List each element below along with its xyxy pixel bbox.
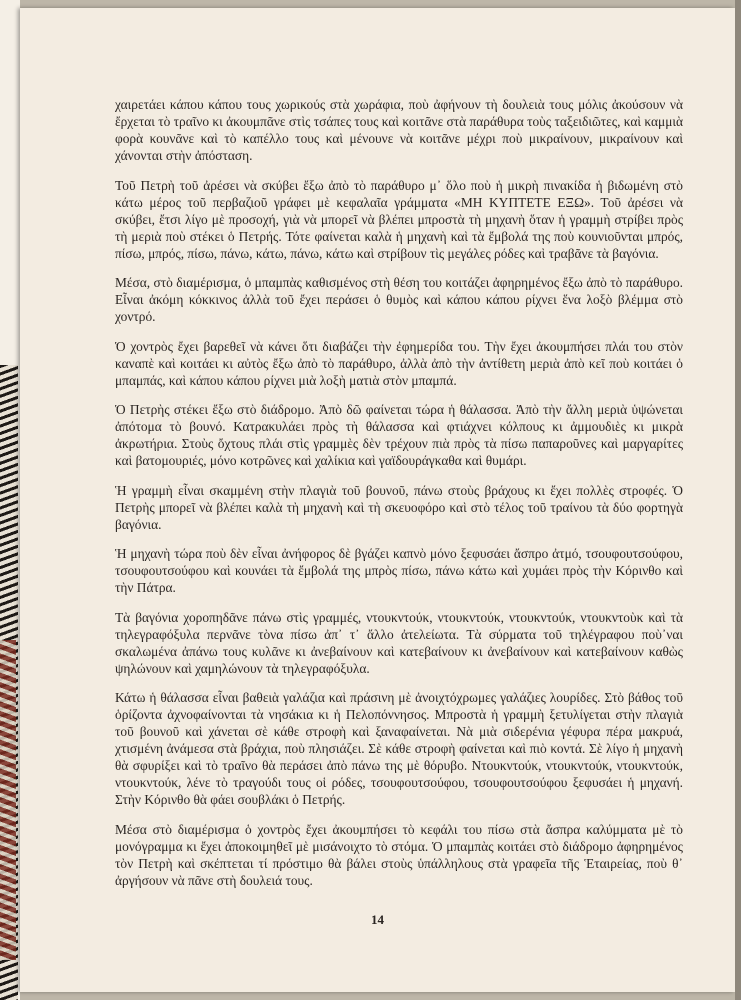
paragraph: Μέσα, στὸ διαμέρισμα, ὁ μπαμπὰς καθισμένος στὴ θέση του κοιτάζει ἀφηρημένος ἔξω ἀπὸ τὸ παράθυρο. Εἶναι ἀκόμη κόκκινος ἀλλὰ τοῦ ἔχει περάσει ὁ θυμὸς καὶ κάπου κάπου ρίχνει ἕνα λοξὸ βλέμμα στὸ χοντρό. (115, 275, 683, 324)
paragraph: Ἡ γραμμὴ εἶναι σκαμμένη στὴν πλαγιὰ τοῦ βουνοῦ, πάνω στοὺς βράχους κι ἔχει πολλὲς στροφές. Ὁ Πετρὴς μπορεῖ νὰ βλέπει καλὰ τὴ μηχανὴ καὶ τὴ σκευοφόρο καὶ στὸ τέλος τοῦ τραίνου τὰ δύο φορτηγὰ βαγόνια. (115, 482, 683, 532)
paragraph: Τοῦ Πετρὴ τοῦ ἀρέσει νὰ σκύβει ἔξω ἀπὸ τὸ παράθυρο μ᾽ ὅλο ποὺ ἡ μικρὴ πινακίδα ἡ βιδωμένη στὸ κάτω μέρος τοῦ περβαζιοῦ γράφει μὲ κεφαλαῖα γράμματα «ΜΗ ΚΥΠΤΕΤΕ ΕΞΩ». Τοῦ ἀρέσει νὰ σκύβει, ἔτσι λίγο μὲ προσοχή, γιὰ νὰ μπορεῖ νὰ βλέπει μπροστὰ τὴ μηχανὴ ὅταν ἡ γραμμὴ στρίβει πρὸς τὴ μεριὰ ποὺ στέκει ὁ Πετρής. Τότε φαίνεται καλὰ ἡ μηχανὴ καὶ τὰ ἔμβολά της ποὺ κουνιοῦνται μπρός, πίσω, μπρός, πίσω, πάνω, κάτω, πάνω, κάτω καὶ στρίβουν τὶς μεγάλες ρόδες καὶ τραβᾶνε τὰ βαγόνια. (115, 177, 683, 261)
paragraph: Ὁ χοντρὸς ἔχει βαρεθεῖ νὰ κάνει ὅτι διαβάζει τὴν ἐφημερίδα του. Τὴν ἔχει ἀκουμπήσει πλάι του στὸν καναπὲ καὶ κοιτάει κι αὐτὸς ἔξω ἀπὸ τὸ παράθυρο, ἀλλὰ ἀπὸ τὴν ἀντίθετη μεριὰ ἀπὸ κεῖ ποὺ κοιτάει ὁ μπαμπάς, καὶ κάπου κάπου ρίχνει μιὰ λοξὴ ματιὰ στὸν μπαμπά. (115, 338, 683, 388)
paragraph: Ὁ Πετρὴς στέκει ἔξω στὸ διάδρομο. Ἀπὸ δῶ φαίνεται τώρα ἡ θάλασσα. Ἀπὸ τὴν ἄλλη μεριὰ ὑψώνεται ἀπότομα τὸ βουνό. Κατρακυλάει πρὸς τὴ θάλασσα καὶ φτιάχνει κόλπους κι ἀμμουδιὲς κι μικρὰ ἀκρωτήρια. Στοὺς ὄχτους πλάι στὶς γραμμὲς δὲν τρέχουν πιὰ πρὸς τὰ πίσω παπαροῦνες καὶ μαργαρίτες καὶ βατομουριές, μόνο κοτρῶνες καὶ χαλίκια καὶ γαϊδουράγκαθα καὶ θυμάρι. (115, 402, 683, 468)
paragraph: Κάτω ἡ θάλασσα εἶναι βαθειὰ γαλάζια καὶ πράσινη μὲ ἀνοιχτόχρωμες γαλάζιες λουρίδες. Στὸ βάθος τοῦ ὁρίζοντα ἀχνοφαίνονται τὰ νησάκια κι ἡ Πελοπόννησος. Μπροστὰ ἡ γραμμὴ ξετυλίγεται στὴν πλαγιὰ τοῦ βουνοῦ καὶ χάνεται σὲ κάθε στροφὴ καὶ ξαναφαίνεται. Νὰ μιὰ σιδερένια γέφυρα πέρα μακρυά, χτισμένη ἀνάμεσα στὰ βράχια, ποὺ πλησιάζει. Σὲ κάθε στροφὴ φαίνεται καὶ πιὸ κοντά. Σὲ λίγο ἡ μηχανὴ θὰ σφυρίξει καὶ τὸ τραῖνο θὰ περάσει ἀπὸ πάνω της μὲ θόρυβο. Ντουκντούκ, ντουκντούκ, ντουκντούκ, ντουκντούκ, λένε τὸ τραγούδι τους οἱ ρόδες, τσουφουτσούφου, τσουφουτσούφου ξεφυσάει ἡ μηχανή. Στὴν Κόρινθο θὰ φάει σουβλάκι ὁ Πετρής. (115, 690, 683, 807)
page-number: 14 (371, 912, 384, 927)
body-text (115, 96, 683, 901)
paragraph: Μέσα στὸ διαμέρισμα ὁ χοντρὸς ἔχει ἀκουμπήσει τὸ κεφάλι του πίσω στὰ ἄσπρα καλύμματα μὲ τὸ μονόγραμμα κι ἔχει ἀποκοιμηθεῖ μὲ μισάνοιχτο τὸ στόμα. Ὁ μπαμπὰς κοιτάει στὸ διάδρομο ἀφηρημένος τὸν Πετρὴ καὶ σκέπτεται τί πρόστιμο θὰ βάλει στοὺς ὑπάλληλους στὰ γραφεῖα τῆς Ἑταιρείας, ποὺ θ᾽ ἀργήσουν νὰ πᾶνε στὴ δουλειά τους. (115, 821, 683, 888)
page-right-edge (735, 0, 741, 1000)
book-page (20, 8, 735, 992)
paragraph: Ἡ μηχανὴ τώρα ποὺ δὲν εἶναι ἀνήφορος δὲ βγάζει καπνὸ μόνο ξεφυσάει ἄσπρο ἀτμό, τσουφουτσούφου, τσουφουτσούφου καὶ κουνάει τὰ ἔμβολά της μπρὸς πίσω, πάνω κάτω καὶ χυμάει πρὸς τὴν Κόρινθο καὶ τὴν Πάτρα. (115, 546, 683, 595)
illustration-edge-color (0, 640, 16, 960)
paragraph: χαιρετάει κάπου κάπου τους χωρικούς στὰ χωράφια, ποὺ ἀφήνουν τὴ δουλειὰ τους μόλις ἀκούσουν νὰ ἔρχεται τὸ τραῖνο κι ἀκουμπᾶνε στὶς τσάπες τους καὶ κοιτᾶνε στὰ παράθυρα τοὺς ταξειδιῶτες, καὶ καμμιὰ φορὰ κουνᾶνε καὶ τὸ καπέλλο τους καὶ μένουνε νὰ κοιτᾶνε μέχρι ποὺ μικραίνουν, μικραίνουν καὶ χάνονται στὴν ἀπόσταση. (115, 97, 683, 163)
paragraph: Τὰ βαγόνια χοροπηδᾶνε πάνω στὶς γραμμές, ντουκντούκ, ντουκντούκ, ντουκντούκ, ντουκντοὺκ καὶ τὰ τηλεγραφόξυλα περνᾶνε τὸνα πίσω ἀπ᾽ τ᾽ ἄλλο ἀτελείωτα. Τὰ σύρματα τοῦ τηλέγραφου ποὺ᾽ναι σκαλωμένα ἀπάνω τους κυλᾶνε κι ἀνεβαίνουν καὶ κατεβαίνουν κι ἀνεβαίνουν καὶ κατεβαίνουν καθὼς ψηλώνουν καὶ χαμηλώνουν τὰ τηλεγραφόξυλα. (115, 609, 683, 676)
